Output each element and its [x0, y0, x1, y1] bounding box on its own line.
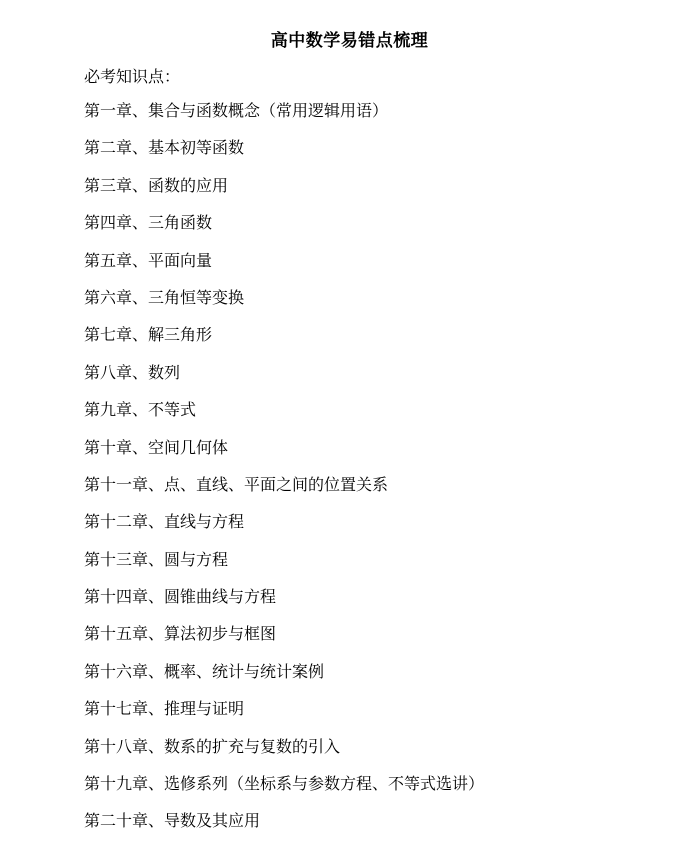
chapter-item: 第二十章、导数及其应用	[84, 811, 261, 831]
document-title: 高中数学易错点梳理	[270, 31, 429, 51]
chapter-item: 第五章、平面向量	[84, 250, 213, 270]
chapter-item: 第八章、数列	[84, 362, 181, 382]
chapter-item: 第一章、集合与函数概念（常用逻辑用语）	[84, 101, 389, 120]
chapter-item: 第十一章、点、直线、平面之间的位置关系	[84, 474, 389, 494]
chapter-item: 第十七章、推理与证明	[84, 699, 245, 719]
chapter-item: 第十四章、圆锥曲线与方程	[84, 587, 277, 607]
chapter-item: 第六章、三角恒等变换	[84, 287, 245, 307]
chapter-list	[84, 98, 484, 846]
chapter-item: 第二章、基本初等函数	[84, 138, 245, 158]
chapter-item: 第十章、空间几何体	[84, 437, 229, 457]
chapter-item: 第十五章、算法初步与框图	[84, 624, 277, 644]
chapter-item: 第七章、解三角形	[84, 325, 213, 345]
chapter-item: 第三章、函数的应用	[84, 175, 229, 195]
section-label: 必考知识点：	[84, 67, 181, 86]
chapter-item: 第十九章、选修系列（坐标系与参数方程、不等式选讲）	[84, 774, 485, 794]
chapter-item: 第十二章、直线与方程	[84, 512, 245, 532]
chapter-item: 第四章、三角函数	[84, 213, 213, 233]
chapter-item: 第十八章、数系的扩充与复数的引入	[84, 736, 341, 756]
chapter-item: 第九章、不等式	[84, 400, 197, 420]
chapter-item: 第十六章、概率、统计与统计案例	[84, 661, 325, 681]
chapter-item: 第十三章、圆与方程	[84, 549, 229, 569]
